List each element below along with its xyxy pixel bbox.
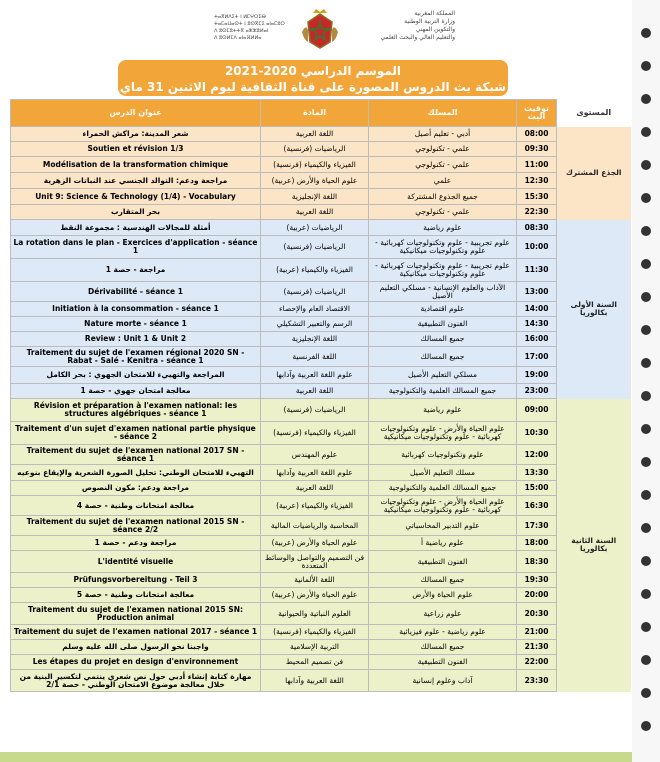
binder-hole-icon — [641, 28, 651, 38]
binder-margin — [632, 0, 660, 762]
subject-cell: المحاسبة والرياضيات المالية — [261, 516, 369, 536]
time-cell: 10:30 — [517, 422, 557, 445]
time-cell: 09:00 — [517, 399, 557, 422]
schedule-row — [11, 588, 631, 603]
subject-cell: اللغة العربية — [261, 205, 369, 220]
subject-cell: اللغة الإنجليزية — [261, 189, 369, 205]
subject-cell: علوم اللغة العربية وآدابها — [261, 367, 369, 384]
schedule-row — [11, 496, 631, 516]
schedule-row — [11, 399, 631, 422]
track-cell: علوم زراعية — [369, 603, 517, 625]
ministry-tifinagh-line: ⵜⴰⴳⵍⴷⵉⵜ ⵏ ⵍⵎⵖⵔⵉⴱ — [214, 14, 266, 20]
lesson-cell: مهارة كتابة إنشاء أدبي حول نص شعري ينتمي لتكسير البنية من خلال معالجة موضوع الامتحان الوطني - حصة 2/1 — [11, 670, 261, 692]
binder-hole-icon — [641, 688, 651, 698]
time-cell: 19:00 — [517, 367, 557, 384]
lesson-cell: Traitement du sujet de l'examen national 2015 SN: Production animal — [11, 603, 261, 625]
schedule-row — [11, 367, 631, 384]
track-cell: الفنون التطبيقية — [369, 317, 517, 332]
binder-hole-icon — [641, 391, 651, 401]
schedule-row — [11, 655, 631, 670]
schedule-row — [11, 173, 631, 189]
lesson-cell: Traitement du sujet de l'examen national 2015 SN - séance 2/2 — [11, 516, 261, 536]
binder-hole-icon — [641, 61, 651, 71]
lesson-cell: معالجة امتحان جهوي - حصة 1 — [11, 384, 261, 399]
lesson-cell: La rotation dans le plan - Exercices d'application - séance 1 — [11, 236, 261, 259]
binder-hole-icon — [641, 193, 651, 203]
binder-hole-icon — [641, 292, 651, 302]
subject-cell: الرسم والتعبير التشكيلي — [261, 317, 369, 332]
time-cell: 22:30 — [517, 205, 557, 220]
subject-cell: علوم الحياة والأرض (عربية) — [261, 173, 369, 189]
time-cell: 18:30 — [517, 551, 557, 573]
subject-cell: اللغة العربية — [261, 481, 369, 496]
column-header-time: توقيت البث — [517, 100, 557, 127]
schedule-row — [11, 259, 631, 282]
lesson-cell: Initiation à la consommation - séance 1 — [11, 302, 261, 317]
track-cell: مسلك التعليم الأصيل — [369, 465, 517, 481]
track-cell: الفنون التطبيقية — [369, 551, 517, 573]
level-label: السنة الثانية بكالوريا — [557, 399, 631, 692]
schedule-row — [11, 536, 631, 551]
time-cell: 19:30 — [517, 573, 557, 588]
subject-cell: التربية الإسلامية — [261, 640, 369, 655]
time-cell: 09:30 — [517, 142, 557, 157]
subject-cell: فن تصميم المحيط — [261, 655, 369, 670]
lesson-cell: التهييء للامتحان الوطني: تحليل الصورة الشعرية والإيقاع بنوعيه — [11, 465, 261, 481]
track-cell: جميع المسالك — [369, 573, 517, 588]
schedule-body — [11, 127, 631, 692]
track-cell: جميع المسالك العلمية والتكنولوجية — [369, 384, 517, 399]
time-cell: 08:30 — [517, 220, 557, 236]
time-cell: 13:00 — [517, 282, 557, 302]
subject-cell: العلوم النباتية والحيوانية — [261, 603, 369, 625]
schedule-row — [11, 516, 631, 536]
binder-hole-icon — [641, 721, 651, 731]
binder-hole-icon — [641, 556, 651, 566]
track-cell: علوم الحياة والأرض — [369, 588, 517, 603]
track-cell: علوم تجريبية - علوم وتكنولوجيات كهربائية - علوم وتكنولوجيات ميكانيكية — [369, 259, 517, 282]
schedule-row — [11, 670, 631, 692]
subject-cell: الرياضيات (فرنسية) — [261, 399, 369, 422]
column-header-subject: المادة — [261, 100, 369, 127]
lesson-cell: Modélisation de la transformation chimique — [11, 157, 261, 173]
subject-cell: الفيزياء والكيمياء (فرنسية) — [261, 422, 369, 445]
time-cell: 23:00 — [517, 384, 557, 399]
time-cell: 12:30 — [517, 173, 557, 189]
binder-hole-icon — [641, 490, 651, 500]
time-cell: 12:00 — [517, 445, 557, 465]
binder-hole-icon — [641, 325, 651, 335]
schedule-row — [11, 220, 631, 236]
ministry-tifinagh-line: ⵜⴰⵎⴰⵡⴰⵙⵜ ⵏ ⵓⵙⴳⵎⵉ ⴰⵏⴰⵎⵓⵔ — [214, 21, 285, 27]
time-cell: 17:00 — [517, 347, 557, 367]
lesson-cell: Review : Unit 1 & Unit 2 — [11, 332, 261, 347]
lesson-cell: Traitement du sujet de l'examen régional 2020 SN - Rabat - Salé - Kenitra - séance 1 — [11, 347, 261, 367]
track-cell: علوم الحياة والأرض - علوم وتكنولوجيات كهربائية - علوم وتكنولوجيات ميكانيكية — [369, 496, 517, 516]
lesson-cell: Soutien et révision 1/3 — [11, 142, 261, 157]
track-cell: جميع المسالك — [369, 347, 517, 367]
track-cell: علوم اقتصادية — [369, 302, 517, 317]
lesson-cell: شعر المدينة: مراكش الحمراء — [11, 127, 261, 142]
track-cell: علمي - تكنولوجي — [369, 205, 517, 220]
track-cell: جميع الجذوع المشتركة — [369, 189, 517, 205]
ministry-header-tifinagh — [214, 14, 294, 42]
time-cell: 22:00 — [517, 655, 557, 670]
binder-hole-icon — [641, 655, 651, 665]
lesson-cell: المراجعة والتهييء للامتحان الجهوي : بحر الكامل — [11, 367, 261, 384]
binder-hole-icon — [641, 127, 651, 137]
track-cell: مسلكي التعليم الأصيل — [369, 367, 517, 384]
subject-cell: علوم الحياة والأرض (عربية) — [261, 536, 369, 551]
ministry-line: والتعليم العالي والبحث العلمي — [380, 34, 455, 41]
track-cell: علوم تجريبية - علوم وتكنولوجيات كهربائية - علوم وتكنولوجيات ميكانيكية — [369, 236, 517, 259]
schedule-row — [11, 481, 631, 496]
schedule-row — [11, 142, 631, 157]
schedule-table — [10, 99, 631, 692]
lesson-cell: Nature morte - séance 1 — [11, 317, 261, 332]
lesson-cell: L'identité visuelle — [11, 551, 261, 573]
kingdom-emblem-icon — [300, 8, 340, 52]
track-cell: علمي - تكنولوجي — [369, 157, 517, 173]
track-cell: آداب وعلوم إنسانية — [369, 670, 517, 692]
schedule-row — [11, 127, 631, 142]
track-cell: علمي — [369, 173, 517, 189]
subject-cell: الفيزياء والكيمياء (عربية) — [261, 496, 369, 516]
time-cell: 17:30 — [517, 516, 557, 536]
level-label: الجذع المشترك — [557, 127, 631, 220]
subject-cell: الرياضيات (عربية) — [261, 220, 369, 236]
subject-cell: الفيزياء والكيمياء (فرنسية) — [261, 625, 369, 640]
ministry-tifinagh-line: ⴷ ⵓⵙⵍⵎⴷ ⴰⵏⴰⴼⵍⵍⴰ — [214, 35, 262, 41]
time-cell: 21:30 — [517, 640, 557, 655]
schedule-row — [11, 236, 631, 259]
track-cell: جميع المسالك — [369, 332, 517, 347]
time-cell: 20:00 — [517, 588, 557, 603]
lesson-cell: أمثلة للمجالات الهندسية : مجموعة النقط — [11, 220, 261, 236]
subject-cell: الرياضيات (فرنسية) — [261, 236, 369, 259]
time-cell: 15:30 — [517, 189, 557, 205]
lesson-cell: واجبنا نحو الرسول صلى الله عليه وسلم — [11, 640, 261, 655]
school-year-title: الموسم الدراسي 2020-2021 — [224, 64, 402, 78]
track-cell: جميع المسالك — [369, 640, 517, 655]
lesson-cell: مراجعة ودعم - حصة 1 — [11, 536, 261, 551]
lesson-cell: Dérivabilité - séance 1 — [11, 282, 261, 302]
track-cell: الفنون التطبيقية — [369, 655, 517, 670]
subject-cell: اللغة الإنجليزية — [261, 332, 369, 347]
lesson-cell: مراجعة ودعم: التوالد الجنسي عند النباتات الزهرية — [11, 173, 261, 189]
bottom-stripe — [0, 752, 660, 762]
subject-cell: اللغة الفرنسية — [261, 347, 369, 367]
time-cell: 13:30 — [517, 465, 557, 481]
schedule-row — [11, 422, 631, 445]
lesson-cell: Traitement du sujet de l'examen national 2017 - séance 1 — [11, 625, 261, 640]
schedule-row — [11, 282, 631, 302]
subject-cell: اللغة الألمانية — [261, 573, 369, 588]
subject-cell: اللغة العربية — [261, 384, 369, 399]
track-cell: علوم رياضية — [369, 220, 517, 236]
time-cell: 10:00 — [517, 236, 557, 259]
time-cell: 16:30 — [517, 496, 557, 516]
ministry-tifinagh-line: ⴷ ⵓⵙⵎⵓⵜⵜⴳ ⴰⵣⵣⵓⵍⴰⵏ — [214, 28, 269, 34]
subject-cell: اللغة العربية — [261, 127, 369, 142]
lesson-cell: بحر المتقارب — [11, 205, 261, 220]
schedule-row — [11, 157, 631, 173]
schedule-row — [11, 189, 631, 205]
broadcast-schedule-title: شبكة بث الدروس المصورة على قناة الثقافية ليوم الاثنين 31 ماي — [119, 80, 507, 94]
schedule-row — [11, 625, 631, 640]
time-cell: 14:30 — [517, 317, 557, 332]
time-cell: 23:30 — [517, 670, 557, 692]
schedule-row — [11, 465, 631, 481]
track-cell: علوم التدبير المحاسباتي — [369, 516, 517, 536]
subject-cell: الفيزياء والكيمياء (فرنسية) — [261, 157, 369, 173]
track-cell: علمي - تكنولوجي — [369, 142, 517, 157]
schedule-row — [11, 384, 631, 399]
time-cell: 21:00 — [517, 625, 557, 640]
subject-cell: الفيزياء والكيمياء (عربية) — [261, 259, 369, 282]
schedule-row — [11, 302, 631, 317]
binder-hole-icon — [641, 523, 651, 533]
track-cell: علوم الحياة والأرض - علوم وتكنولوجيات كهربائية - علوم وتكنولوجيات ميكانيكية — [369, 422, 517, 445]
subject-cell: الرياضيات (فرنسية) — [261, 142, 369, 157]
lesson-cell: Les étapes du projet en design d'environnement — [11, 655, 261, 670]
schedule-row — [11, 347, 631, 367]
track-cell: علوم رياضية - علوم فيزيائية — [369, 625, 517, 640]
lesson-cell: معالجة امتحانات وطنية - حصة 5 — [11, 588, 261, 603]
binder-hole-icon — [641, 259, 651, 269]
ministry-header-arabic — [345, 10, 455, 42]
time-cell: 15:00 — [517, 481, 557, 496]
binder-hole-icon — [641, 358, 651, 368]
time-cell: 18:00 — [517, 536, 557, 551]
binder-hole-icon — [641, 94, 651, 104]
lesson-cell: Traitement d'un sujet d'examen national partie physique - séance 2 — [11, 422, 261, 445]
column-header-track: المسلك — [369, 100, 517, 127]
time-cell: 11:30 — [517, 259, 557, 282]
binder-hole-icon — [641, 424, 651, 434]
title-banner — [118, 60, 508, 96]
subject-cell: الاقتصاد العام والإحصاء — [261, 302, 369, 317]
schedule-row — [11, 551, 631, 573]
schedule-row — [11, 573, 631, 588]
ministry-line: والتكوين المهني — [415, 26, 455, 33]
subject-cell: اللغة العربية وآدابها — [261, 670, 369, 692]
binder-hole-icon — [641, 457, 651, 467]
schedule-row — [11, 640, 631, 655]
ministry-line: المملكة المغربية — [414, 10, 455, 17]
subject-cell: علوم الحياة والأرض (عربية) — [261, 588, 369, 603]
time-cell: 08:00 — [517, 127, 557, 142]
track-cell: أدبي - تعليم أصيل — [369, 127, 517, 142]
schedule-row — [11, 445, 631, 465]
track-cell: علوم وتكنولوجيات كهربائية — [369, 445, 517, 465]
binder-hole-icon — [641, 160, 651, 170]
lesson-cell: مراجعة - حصة 1 — [11, 259, 261, 282]
column-header-level: المستوى — [557, 100, 631, 127]
track-cell: علوم رياضية — [369, 399, 517, 422]
subject-cell: الرياضيات (فرنسية) — [261, 282, 369, 302]
schedule-row — [11, 205, 631, 220]
lesson-cell: Traitement du sujet de l'examen national 2017 SN - séance 1 — [11, 445, 261, 465]
level-label: السنة الأولى بكالوريا — [557, 220, 631, 399]
track-cell: الآداب والعلوم الإنسانية - مسلكي التعليم الأصيل — [369, 282, 517, 302]
track-cell: علوم رياضية أ — [369, 536, 517, 551]
time-cell: 11:00 — [517, 157, 557, 173]
binder-hole-icon — [641, 622, 651, 632]
time-cell: 20:30 — [517, 603, 557, 625]
binder-hole-icon — [641, 589, 651, 599]
lesson-cell: Unit 9: Science & Technology (1/4) - Vocabulary — [11, 189, 261, 205]
column-header-lesson: عنوان الدرس — [11, 100, 261, 127]
subject-cell: علوم المهندس — [261, 445, 369, 465]
lesson-cell: Révision et préparation à l'examen national: les structures algébriques - séance 1 — [11, 399, 261, 422]
ministry-line: وزارة التربية الوطنية — [404, 18, 455, 25]
subject-cell: فن التصميم والتواصل والوسائط المتعددة — [261, 551, 369, 573]
schedule-row — [11, 317, 631, 332]
binder-hole-icon — [641, 226, 651, 236]
schedule-row — [11, 603, 631, 625]
lesson-cell: Prüfungsvorbereitung - Teil 3 — [11, 573, 261, 588]
lesson-cell: معالجة امتحانات وطنية - حصة 4 — [11, 496, 261, 516]
time-cell: 14:00 — [517, 302, 557, 317]
time-cell: 16:00 — [517, 332, 557, 347]
schedule-row — [11, 332, 631, 347]
subject-cell: علوم اللغة العربية وآدابها — [261, 465, 369, 481]
lesson-cell: مراجعة ودعم: مكون النصوص — [11, 481, 261, 496]
track-cell: جميع المسالك العلمية والتكنولوجية — [369, 481, 517, 496]
